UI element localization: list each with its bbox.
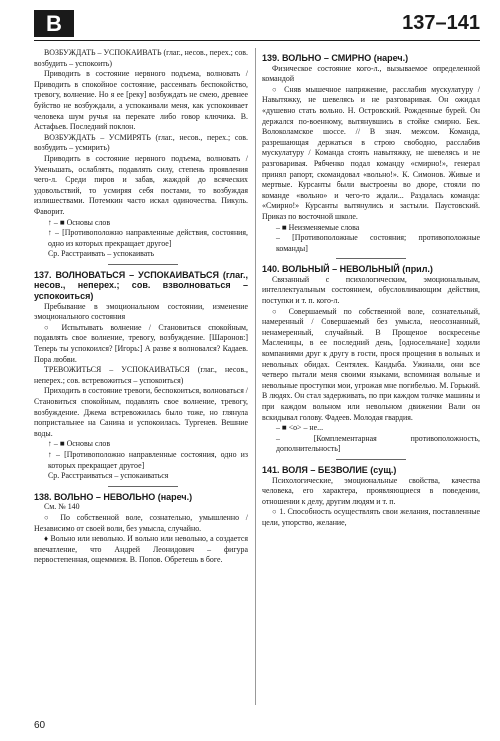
headword-pair: ТРЕВОЖИТЬСЯ – УСПОКАИВАТЬСЯ (глаг., несов., неперех.; сов. встревожиться – успокоиться) — [34, 365, 248, 385]
entry-text: Физическое состояние кого-л., вызываемое определенной командой — [262, 63, 480, 84]
entry-text: ○ Совершаемый по собственной воле, сознательный, намеренный / Совершаемый без умысла, неосознанный, ненамеренный, случайный. В Прощеное воскресенье Масленицы, в ее последний день, [односельчане] ходили компаниями друг к другу в гости, прося прощения в вольных и невольных обидах. Сентялек. Кандыба. Ужинали, они все четверо пытали меня своими языками, вспоминая вольные и невольные проступки мои, угрожая мне погибелью. М. Горький. В людях. Он стал задерживать, по при каждом толчке машины и при каждом вольном или невольном движении Вали он вскидывал голову. Фадеев. Молодая гвардия. — [262, 306, 480, 422]
entry-heading: 140. ВОЛЬНЫЙ – НЕВОЛЬНЫЙ (прил.) — [262, 264, 433, 275]
entry-text: Пребывание в эмоциональном состоянии, изменение эмоционального состояния — [34, 301, 248, 322]
page-number: 60 — [34, 720, 46, 731]
relation-note: Ср. Расстраивать – успокаивать — [48, 249, 155, 259]
entry-text: ○ Сняв мышечное напряжение, расслабив мускулатуру / Навытяжку, не шевелясь и не разговаривая. Он ожидал «душевно стать вольно. Н. Островский. Рожденные бурей. Он держался по-военному, вытянувшись в стойке смирно. Бек. Волоколамское шоссе. // В знач. межсом. Команда, разрешающая держаться в строю свободно, расслабив мускулатуру / Команда стоять навытяжку, не шевелясь и не разговаривая. Рябченко подал команду «смирно!», генерал принял рапорт, скомандовал «вольно!». К. Симонов. Живые и мертвые. Курсанты были выстроены во дворе, стояли по команде «вольно» и чего-то ждали... Раздалась команда: «Смирно!» Курсанты вытянулись и застыли. Паустовский. Приказ по восточной школе. — [262, 84, 480, 221]
entry-text: ○ По собственной воле, сознательно, умышленно / Независимо от своей воли, без умысла, случайно. — [34, 512, 248, 533]
relation-note: – [Комплементарная противоположность, дополнительность] — [276, 433, 480, 454]
right-column — [262, 48, 480, 705]
entry-separator — [336, 258, 406, 259]
entry-text: Связанный с психологическим, эмоциональным, интеллектуальным состоянием, обусловливающим действия, поступки и т. п. кого-л. — [262, 274, 480, 306]
entry-heading: 138. ВОЛЬНО – НЕВОЛЬНО (нареч.) — [34, 491, 193, 502]
entry-heading: 137. ВОЛНОВАТЬСЯ – УСПОКАИВАТЬСЯ (глаг., несов., неперех.; сов. взволноваться – успокоиться) — [34, 269, 248, 302]
entry-text: ○ Испытывать волнение / Становиться спокойным, подавлять свое волнение, тревогу, возбуждение. [Шаронов:] Теперь ты успокоился? [Игорь:] А разве я волновался? Кадаев. Пора любви. — [34, 322, 248, 364]
relation-note: – [Противоположные состояния; противоположные команды] — [276, 233, 480, 253]
relation-note: ↑ – ■ Основы слов — [48, 217, 111, 227]
entry-text: Приводить в состояние нервного подъема, волновать / Уменьшать, ослаблять, подавлять силу, степень проявления чего-л. Среди пиров и забав, жаждой до всяческих удовольствий, то усмиряя себя постами, то возбуждая излишествами. Потемкин часто искал одиночества. Пикуль. Фаворит. — [34, 153, 248, 216]
entry-text: Психологические, эмоциональные свойства, качества человека, его характера, проявляющиеся в поведении, отношении к делу, другим людям и т. п. — [262, 475, 480, 506]
entry-text: ○ 1. Способность осуществлять свои желания, поставленные цели, упорство, желание, — [262, 507, 480, 527]
relation-note: – ■ <о> – не... — [276, 423, 324, 433]
headword-pair: ВОЗБУЖДАТЬ – УСПОКАИВАТЬ (глаг., несов., перех.; сов. возбудить – успокоить) — [34, 48, 248, 68]
header-divider — [34, 40, 480, 41]
entry-text: Приводить в состояние нервного подъема, волновать / Приводить в спокойное состояние, рассеивать беспокойство, тревогу, волнение. Но я ее [реку] возбуждать не смею, древнее буйство не возбуждали, а успокаивали меня, как успокоивает человека шум ручья на перекате либо говор ключика. В. Астафьев. Последний поклон. — [34, 69, 248, 132]
entry-separator — [108, 486, 178, 487]
entry-heading: 139. ВОЛЬНО – СМИРНО (нареч.) — [262, 53, 409, 63]
left-column — [34, 48, 248, 705]
relation-note: – ■ Неизменяемые слова — [276, 222, 360, 232]
headword-pair: ВОЗБУЖДАТЬ – УСМИРЯТЬ (глаг., несов., перех.; сов. возбудить – усмирить) — [34, 132, 248, 153]
relation-note: ↑ – ■ Основы слов — [48, 439, 111, 449]
entry-text: Приходить в состояние тревоги, беспокоиться, волноваться / Становиться спокойным, подавлять свое волнение, тревогу, возбуждение. Джема встревожилась было тоже, но глянула попристальнее на Санина и успокоилась. Тургенев. Вешние воды. — [34, 386, 248, 438]
relation-note: ↑ – [Противоположно направленные действия, состояния, одно из которых прекращает другое] — [48, 228, 248, 248]
column-divider — [255, 48, 256, 705]
entry-text: ♦ Вольно или невольно. И вольно или невольно, а создается впечатление, что Андрей Леонидович – фигура первостепенная, ощеммиэя. В. Попов. Обретешь в боге. — [34, 534, 248, 565]
relation-note: Ср. Расстраиваться – успокаиваться — [48, 471, 169, 481]
entry-range: 137–141 — [402, 12, 480, 34]
entry-heading: 141. ВОЛЯ – БЕЗВОЛИЕ (сущ.) — [262, 464, 397, 475]
entry-separator — [336, 459, 406, 460]
entry-text: См. № 140 — [44, 502, 80, 512]
section-letter-badge: В — [34, 10, 74, 37]
relation-note: ↑ – [Противоположно направленные состояния, одно из которых прекращает другое] — [48, 449, 248, 470]
entry-separator — [108, 264, 178, 265]
